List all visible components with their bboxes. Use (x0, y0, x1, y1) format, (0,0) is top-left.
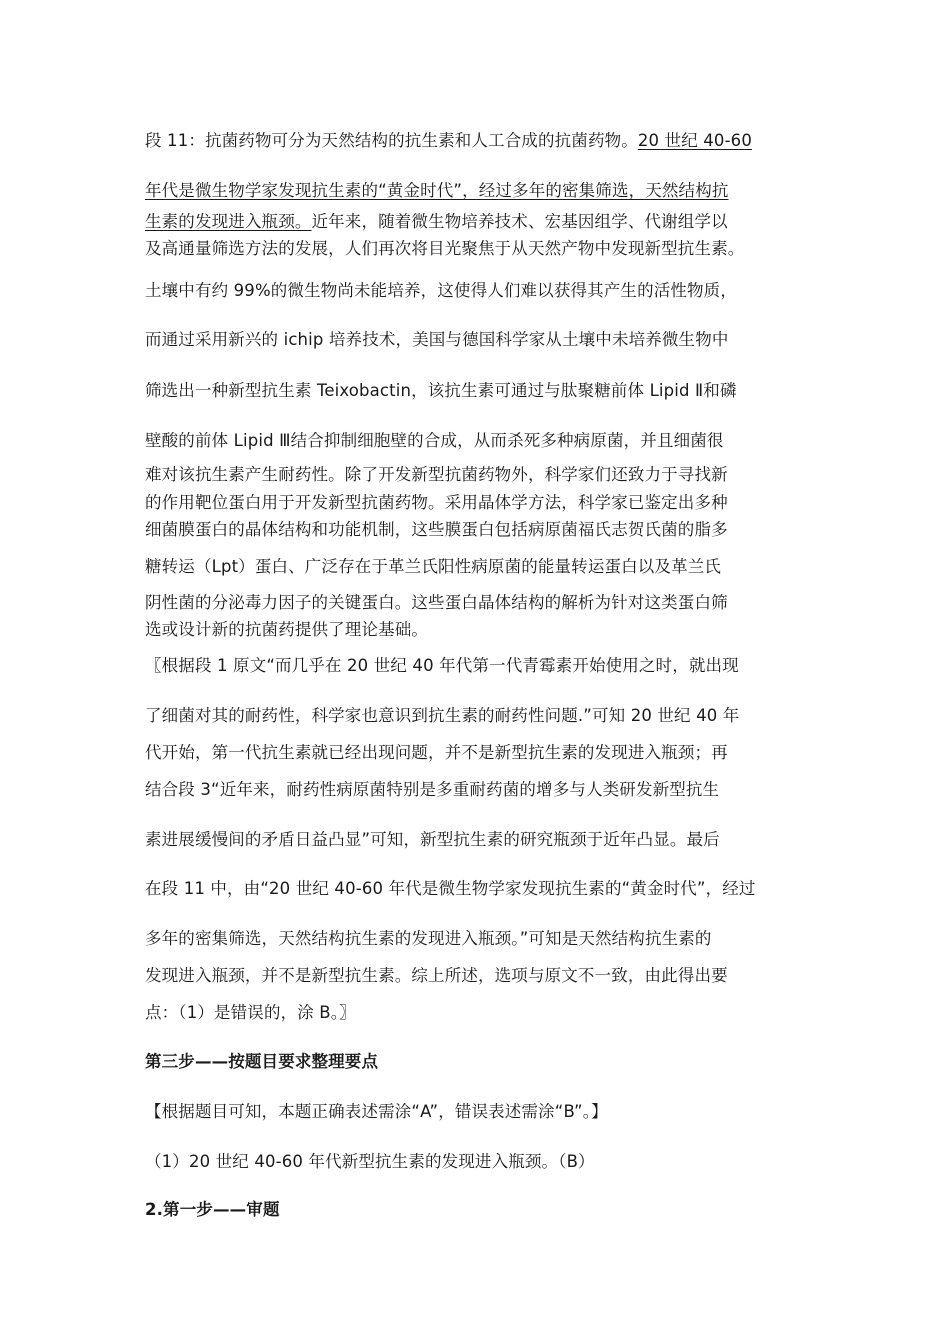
paragraph-11-line-11: 细菌膜蛋白的晶体结构和功能机制，这些膜蛋白包括病原菌福氏志贺氏菌的脂多 (145, 520, 728, 539)
analysis-line-2: 了细菌对其的耐药性，科学家也意识到抗生素的耐药性问题.”可知 20 世纪 40 年 (145, 706, 740, 725)
paragraph-11-line-1-plain: 段 11：抗菌药物可分为天然结构的抗生素和人工合成的抗菌药物。 (145, 131, 638, 150)
analysis-line-9: 点：（1）是错误的，涂 B。〗 (145, 1003, 356, 1022)
step3-answer: （1）20 世纪 40-60 年代新型抗生素的发现进入瓶颈。（B） (145, 1152, 595, 1171)
analysis-line-8: 发现进入瓶颈，并不是新型抗生素。综上所述，选项与原文不一致，由此得出要 (145, 966, 728, 985)
analysis-line-7: 多年的密集筛选，天然结构抗生素的发现进入瓶颈。”可知是天然结构抗生素的 (145, 929, 712, 948)
analysis-line-5: 素进展缓慢间的矛盾日益凸显”可知，新型抗生素的研究瓶颈于近年凸显。最后 (145, 830, 720, 849)
paragraph-11-line-5: 土壤中有约 99%的微生物尚未能培养，这使得人们难以获得其产生的活性物质， (145, 281, 737, 300)
paragraph-11-line-4: 及高通量筛选方法的发展，人们再次将目光聚焦于从天然产物中发现新型抗生素。 (145, 239, 745, 258)
paragraph-11-line-6: 而通过采用新兴的 ichip 培养技术，美国与德国科学家从土壤中未培养微生物中 (145, 330, 729, 349)
paragraph-11-line-12: 糖转运（Lpt）蛋白、广泛存在于革兰氏阳性病原菌的能量转运蛋白以及革兰氏 (145, 557, 722, 576)
step3-instruction: 【根据题目可知，本题正确表述需涂“A”，错误表述需涂“B”。】 (145, 1102, 608, 1121)
analysis-line-4: 结合段 3“近年来，耐药性病原菌特别是多重耐药菌的增多与人类研发新型抗生 (145, 780, 720, 799)
analysis-line-6: 在段 11 中，由“20 世纪 40-60 年代是微生物学家发现抗生素的“黄金时代”，经过 (145, 879, 756, 898)
paragraph-11-line-9: 难对该抗生素产生耐药性。除了开发新型抗菌药物外，科学家们还致力于寻找新 (145, 465, 728, 484)
paragraph-11-line-3 (145, 211, 728, 233)
paragraph-11-line-10: 的作用靶位蛋白用于开发新型抗菌药物。采用晶体学方法，科学家已鉴定出多种 (145, 493, 728, 512)
question-2-heading: 2.第一步——审题 (145, 1200, 280, 1219)
analysis-line-3: 代开始，第一代抗生素就已经出现问题，并不是新型抗生素的发现进入瓶颈；再 (145, 743, 728, 762)
paragraph-11-line-3-plain: 近年来，随着微生物培养技术、宏基因组学、代谢组学以 (311, 212, 728, 231)
paragraph-11-line-14: 选或设计新的抗菌药提供了理论基础。 (145, 620, 429, 639)
paragraph-11-line-1 (145, 130, 752, 152)
paragraph-11-line-1-underlined: 20 世纪 40-60 (637, 131, 752, 150)
paragraph-11-line-3-underlined: 生素的发现进入瓶颈。 (145, 212, 312, 231)
paragraph-11-line-7: 筛选出一种新型抗生素 Teixobactin，该抗生素可通过与肽聚糖前体 Lipid Ⅱ和磷 (145, 381, 737, 400)
paragraph-11-line-8: 壁酸的前体 Lipid Ⅲ结合抑制细胞壁的合成，从而杀死多种病原菌，并且细菌很 (145, 431, 724, 450)
paragraph-11-line-2: 年代是微生物学家发现抗生素的“黄金时代”，经过多年的密集筛选，天然结构抗 (145, 181, 729, 200)
paragraph-11-line-13: 阴性菌的分泌毒力因子的关键蛋白。这些蛋白晶体结构的解析为针对这类蛋白筛 (145, 593, 728, 612)
analysis-line-1: 〖根据段 1 原文“而几乎在 20 世纪 40 年代第一代青霉素开始使用之时，就出现 (145, 656, 739, 675)
step3-heading: 第三步——按题目要求整理要点 (145, 1052, 379, 1071)
